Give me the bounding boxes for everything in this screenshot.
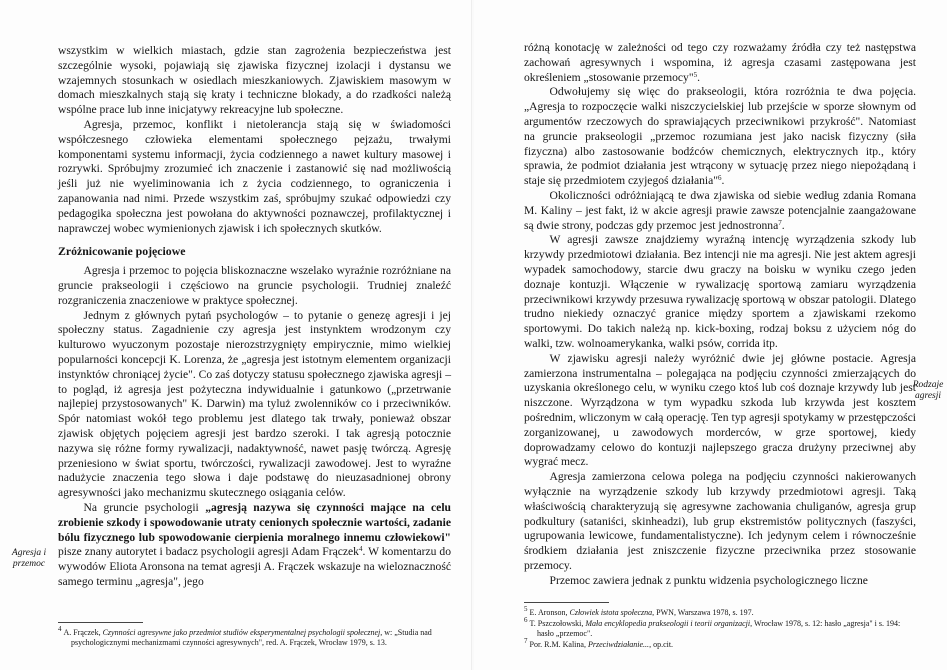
paragraph: Jednym z głównych pytań psychologów – to pytanie o genezę agresji i jej społeczny status. Zagadnienie czy agresja jest instynktem wrodzonym czy kulturowo wyuczonym pozostaje nierozstrzygnięty empirycznie, mimo wielkiej popularności koncepcji K. Lorenza, że „agresja jest istotnym elementem organizacji instynktów chroniącej życie". Co zaś dotyczy statusu społecznego zjawiska agresji – to pogląd, iż agresja jest pożyteczna indywidualnie i gatunkowo („przetrwanie najlepiej przystosowanych" K. Darwin) ma tyluż zwolenników co i przeciwników. Spór natomiast wokół tego problemu jest dlatego tak trwały, ponieważ obszar zjawisk objętych pojęciem agresji jest bardzo szeroki. I tak agresją potocznie nazywa się różne formy rywalizacji, nadaktywność, nawet pasję twórczą. Agresję przeniesiono w świat sportu, twórczości, rywalizacji zawodowej. Jest to wyraźne nadużycie znaczenia tego słowa i daje podstawę do nieuzasadnionej obrony agresywności jako mechanizmu skutecznego osiągania celów. (58, 308, 451, 500)
footnote (524, 616, 916, 639)
section-heading: Zróżnicowanie pojęciowe (58, 244, 186, 259)
footnote-details: , Wrocław 1978, s. 12: hasło „agresja" i s. 194: hasło „przemoc". (537, 619, 901, 638)
paragraph-text: pisze znany autorytet i badacz psychologii agresji Adam Frączek (58, 545, 359, 559)
footnote-number: 6 (524, 616, 528, 624)
footnote-divider (524, 602, 609, 603)
footnote-marker: 5 (693, 70, 698, 79)
footnote-details: , PWN, Warszawa 1978, s. 197. (652, 608, 754, 617)
paragraph: Agresja i przemoc to pojęcia bliskoznaczne wszelako wyraźnie rozróżniane na gruncie prakseologii i częściowo na gruncie psychologii. Trudniej znaleźć rozgraniczenia znaczeniowe w praktyce społecznej. (58, 264, 451, 307)
paragraph: W zjawisku agresji należy wyróżnić dwie jej główne postacie. Agresja zamierzona instrumentalna – polegająca na podjęciu czynności zmierzających do uzyskania określonego celu, w wyniku czego ktoś lub coś doznaje krzywdy lub jest niszczone. Wyrządzona w tym wypadku szkoda lub krzywda jest kosztem pośrednim, wliczonym w całą operację. Ten typ agresji spotykamy w przestępczości zorganizowanej, u zawodowych morderców, w grze sportowej, kiedy doprowadzamy celowo do kontuzji najlepszego gracza drużyny przeciwnej aby wygrać mecz. (524, 351, 916, 469)
footnote-author: A. Frączek, (63, 628, 103, 637)
footnotes (524, 605, 916, 651)
paragraph-text: . (721, 174, 725, 188)
paragraph-text: . (697, 70, 700, 84)
footnotes (58, 625, 451, 649)
left-text-column (58, 44, 451, 590)
definition-quote: „agresją nazywa się czynności mające na celu zrobienie szkody i spowodowanie utraty cenionych społecznie wartości, zadanie bólu fizycznego lub spowodowanie cierpienia moralnego innemu człowiekowi" (58, 500, 451, 544)
paragraph (524, 189, 916, 233)
paragraph-text: różną konotację w zależności od tego czy rozważamy źródła czy też następstwa zachowań agresywnych i wspomina, iż agresja czasami zastępowana jest określeniem „stosowanie przemocy" (524, 41, 916, 84)
footnote-author: T. Pszczołowski, (529, 619, 586, 628)
margin-note: Agresja i przemoc (11, 548, 47, 569)
footnote-title: Czynności agresywne jako przedmiot studiów eksperymentalnej psychologii społecznej (102, 628, 381, 637)
footnote-number: 5 (524, 605, 528, 613)
paragraph-text: Okoliczności odróżniającą te dwa zjawiska od siebie według zdania Romana M. Kaliny – jest fakt, iż w akcie agresji prawie zawsze potencjalnie zaangażowane są dwie strony, podczas gdy przemoc jest jednostronna (524, 188, 916, 232)
footnote-marker: 6 (718, 174, 722, 183)
footnote-title: Przeciwdziałanie... (587, 640, 650, 649)
paragraph (524, 41, 916, 85)
footnote-number: 4 (58, 625, 62, 633)
paragraph-definition (58, 501, 451, 590)
paragraph-text: Odwołujemy się więc do prakseologii, która rozróżnia te dwa pojęcia. „Agresja to rozpoczęcie walki niszczycielskiej lub przejście w sporze słownym od argumentów rzeczowych do sprawiających przeciwnikowi przykrość". Natomiast na gruncie prakseologii „przemoc rozumiana jest jako nacisk fizyczny (siła fizyczna) albo zastosowanie bodźców chemicznych, elektrycznych itp., który sprawia, że podmiot działania jest wtrącony w sytuację przez niego niepożądaną i staje się przedmiotem czyjegoś działania" (524, 85, 916, 188)
paragraph-text: Na gruncie psychologii (83, 500, 206, 514)
footnote (58, 625, 451, 648)
footnote-author: E. Aronson, (529, 608, 570, 617)
footnote (524, 605, 916, 618)
paragraph-text: . (781, 218, 785, 232)
paragraph: wszystkim w wielkich miastach, gdzie stan zagrożenia bezpieczeństwa jest szczególnie wysoki, pojawiają się zjawiska fizycznej izolacji i dystansu we wzajemnych stosunkach w osiedlach mieszkaniowych. Zjawiskiem masowym w domach mieszkalnych stają się kraty i techniczne blokady, a do rzadkości należą wspólne prace lub inne inicjatywy rekreacyjne lub społeczne. (58, 44, 451, 117)
paragraph-text: . W komentarzu do wywodów Eliota Aronsona na temat agresji A. Frączek wskazuje na wieloznaczność samego terminu „agresja", jego (58, 545, 452, 588)
footnote-details: , w: „Studia nad psychologicznymi mechanizmami czynności agresywnych", red. A. Frączek, Wrocław 1979, s. 13. (71, 628, 432, 647)
footnote-title: Mała encyklopedia prakseologii i teorii organizacji (585, 619, 751, 628)
footnote-title: Człowiek istota społeczna (569, 608, 653, 617)
footnote-details: , op.cit. (649, 640, 674, 649)
footnote-marker: 7 (778, 218, 782, 227)
right-text-column (524, 41, 916, 588)
footnote-marker: 4 (358, 545, 363, 554)
right-page (474, 0, 947, 670)
paragraph: Przemoc zawiera jednak z punktu widzenia psychologicznego liczne (549, 573, 868, 587)
paragraph: W agresji zawsze znajdziemy wyraźną intencję wyrządzenia szkody lub krzywdy przedmiotowi działania. Bez intencji nie ma agresji. Nie jest aktem agresji wypadek samochodowy, starcie dwu graczy na boisku w wyniku czego jeden doznaje kontuzji. Włączenie w rywalizację sportową zamiaru wyrządzenia przeciwnikowi krzywdy przesuwa rywalizację sportową w obszar patologii. Dlatego trudno niekiedy oznaczyć granice między sportem a zjawiskami rzekomo sportowymi. Do takich należą np. kick-boxing, rodzaj boksu z użyciem nóg do walki, tzw. wolnoamerykanka, walki psów, corrida itp. (524, 233, 916, 350)
margin-note: Rodzaje agresji (912, 380, 944, 401)
footnote (524, 637, 916, 650)
footnote-number: 7 (524, 637, 528, 645)
footnote-divider (58, 622, 143, 623)
left-page (0, 0, 473, 670)
paragraph: Agresja zamierzona celowa polega na podjęciu czynności nakierowanych wyłącznie na wyrządzenie szkody lub krzywdy przedmiotowi agresji. Taką właściwością charakteryzują się agresywne zachowania chuliganów, agresja grup podkultury (sataniści, skinheadzi), lub grup ekstremistów politycznych (faszyści, ugrupowania lewicowe, fundamentalistyczne). Ich jedynym celem i równocześnie środkiem działania jest zniszczenie fizyczne przeciwnika przez stosowanie przemocy. (524, 470, 916, 572)
paragraph (524, 85, 916, 189)
footnote-author: Por. R.M. Kalina, (529, 640, 588, 649)
paragraph: Agresja, przemoc, konflikt i nietolerancja stają się w świadomości współczesnego człowieka elementami społecznego pejzażu, trwałymi komponentami systemu informacji, życia codziennego a nawet kultury masowej i rozrywki. Spróbujmy zrozumieć ich znaczenie i zastanowić się nad możliwością jeśli już nie wyeliminowania ich z życia codziennego, to ograniczenia i zapanowania nad nimi. Przede wszystkim zaś, spróbujmy szukać odpowiedzi czy pedagogika społeczna jest powołana do aktywności poznawczej, profilaktycznej i naprawczej wobec wymienionych zjawisk i ich społecznych skutków. (58, 117, 451, 235)
